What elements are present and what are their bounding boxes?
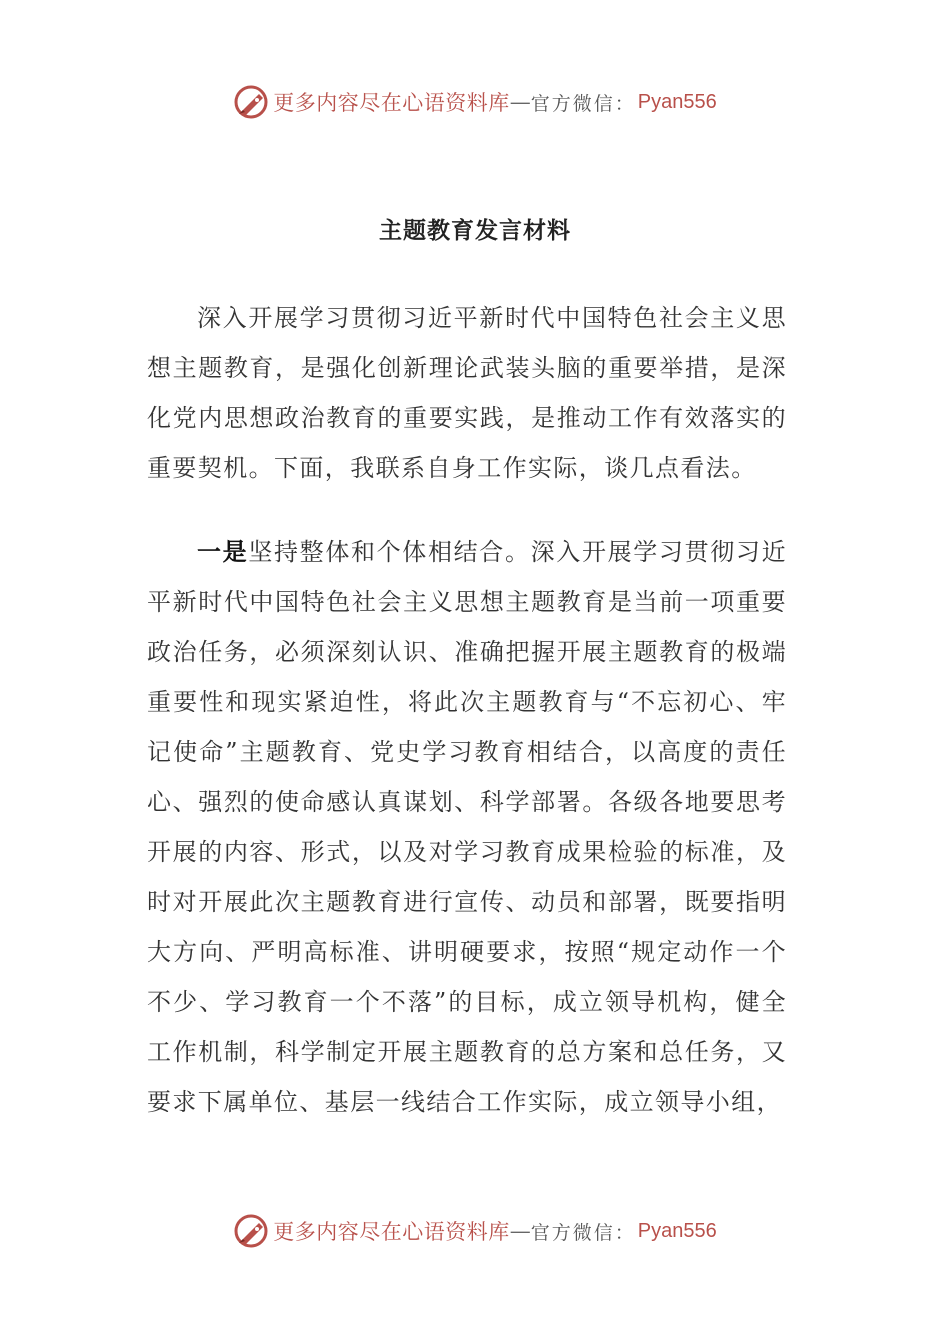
header-banner [0,82,950,122]
footer-banner [0,1211,950,1251]
header-wechat-id: Pyan556 [637,90,717,113]
pen-nib-logo-icon [233,1213,269,1249]
header-brand-text: 更多内容尽在心语资料库 [273,91,510,115]
footer-wechat-id: Pyan556 [637,1219,717,1242]
paragraph-point-one [147,527,787,1127]
footer-brand-text: 更多内容尽在心语资料库 [273,1220,510,1244]
footer-separator: — [509,1219,531,1243]
footer-wechat-label: 官方微信： [530,1221,636,1244]
pen-nib-logo-icon [233,84,269,120]
document-title: 主题教育发言材料 [379,218,571,244]
header-wechat-label: 官方微信： [530,92,636,115]
header-separator: — [509,90,531,114]
paragraph-intro: 深入开展学习贯彻习近平新时代中国特色社会主义思想主题教育，是强化创新理论武装头脑的重要举措，是深化党内思想政治教育的重要实践，是推动工作有效落实的重要契机。下面，我联系自身工作实际，谈几点看法。 [147,304,787,482]
paragraph-lead: 一是 [197,538,249,566]
paragraph-body: 坚持整体和个体相结合。深入开展学习贯彻习近平新时代中国特色社会主义思想主题教育是当前一项重要政治任务，必须深刻认识、准确把握开展主题教育的极端重要性和现实紧迫性，将此次主题教育与“不忘初心、牢记使命”主题教育、党史学习教育相结合，以高度的责任心、强烈的使命感认真谋划、科学部署。各级各地要思考开展的内容、形式，以及对学习教育成果检验的标准，及时对开展此次主题教育进行宣传、动员和部署，既要指明大方向、严明高标准、讲明硬要求，按照“规定动作一个不少、学习教育一个不落”的目标，成立领导机构，健全工作机制，科学制定开展主题教育的总方案和总任务，又要求下属单位、基层一线结合工作实际，成立领导小组， [147,538,787,1116]
